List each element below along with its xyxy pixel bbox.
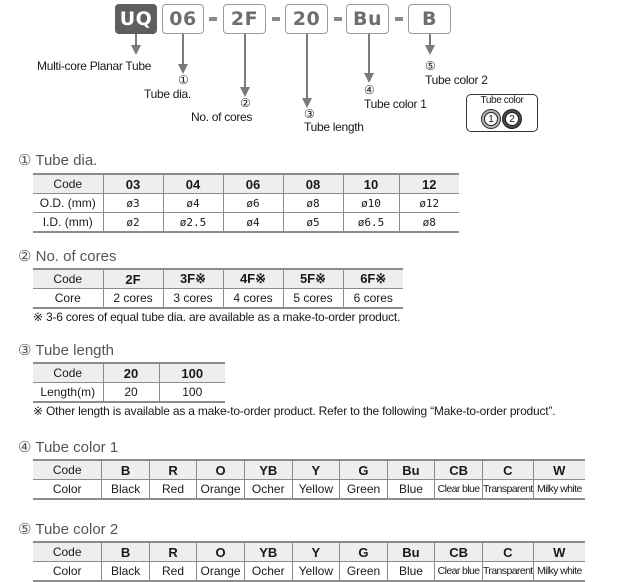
label-tube-color2: Tube color 2 [425,73,488,87]
table-cell: ø3 [103,194,163,213]
table-cell: Ocher [244,480,292,500]
label-number: ③ [304,107,315,121]
header-cell: G [340,460,388,480]
no-cores-table [33,268,403,309]
table-header-row [33,174,459,194]
dash-separator [395,17,403,21]
label-series: Multi-core Planar Tube [37,59,152,73]
header-cell: C [483,460,534,480]
dash-separator [334,17,342,21]
table-cell: 6 cores [343,289,403,309]
label-number: ④ [364,83,375,97]
header-cell: W [533,542,585,562]
code-box-cores: 2F [223,4,266,34]
tube-length-table [33,362,225,403]
label-number: ② [240,96,251,110]
section-title-tube-color1: ④ Tube color 1 [18,439,119,456]
tube-ring-1-icon [481,109,501,129]
header-cell: 2F [103,269,163,289]
header-cell: 08 [283,174,343,194]
arrow-line [368,34,370,77]
tube-ring-2-icon [502,109,522,129]
section-title-no-cores: ② No. of cores [18,248,117,265]
row-label: Color [33,562,102,582]
label-number: ⑤ [425,59,436,73]
table-cell: 2 cores [103,289,163,309]
table-cell: 100 [159,383,225,403]
header-cell: 4F※ [223,269,283,289]
table-cell: 20 [103,383,159,403]
table-cell: Green [340,562,388,582]
header-cell: O [197,542,245,562]
table-row [33,562,585,582]
ring-2-label: 2 [505,112,519,126]
label-tube-dia: Tube dia. [144,87,191,101]
dash-separator [209,17,217,21]
header-cell: O [197,460,245,480]
header-cell: Bu [387,542,434,562]
table-header-row [33,542,585,562]
table-cell: 4 cores [223,289,283,309]
header-cell: Code [33,542,102,562]
note-tube-length: ※ Other length is available as a make-to-order product. Refer to the following “Make-to-order product”. [33,404,556,418]
section-title-tube-color2: ⑤ Tube color 2 [18,521,119,538]
table-cell: ø10 [343,194,399,213]
section-title-tube-dia: ① Tube dia. [18,152,98,169]
header-cell: Code [33,269,103,289]
table-row [33,213,459,233]
table-row [33,289,403,309]
table-cell: ø2 [103,213,163,233]
table-cell: ø8 [283,194,343,213]
header-cell: Code [33,174,103,194]
section-title-tube-length: ③ Tube length [18,342,115,359]
header-cell: 6F※ [343,269,403,289]
row-label: Length(m) [33,383,103,403]
code-box-color1: Bu [346,4,389,34]
label-number: ① [178,73,189,87]
arrow-down-icon [425,45,435,55]
table-cell: ø5 [283,213,343,233]
table-cell: ø2.5 [163,213,223,233]
table-cell: Blue [387,480,434,500]
note-no-cores: ※ 3-6 cores of equal tube dia. are available as a make-to-order product. [33,310,401,324]
table-cell: Orange [197,480,245,500]
legend-title: Tube color [480,95,524,106]
header-cell: 3F※ [163,269,223,289]
tube-color1-table [33,459,585,500]
table-row [33,383,225,403]
tube-color-legend [466,94,538,132]
header-cell: 04 [163,174,223,194]
label-tube-color1: Tube color 1 [364,97,427,111]
dash-separator [272,17,280,21]
header-cell: B [102,542,150,562]
table-cell: Black [102,562,150,582]
table-cell: Milky white [533,480,585,500]
table-cell: ø8 [399,213,459,233]
header-cell: CB [435,460,483,480]
table-cell: Red [149,480,196,500]
header-cell: C [483,542,534,562]
header-cell: Code [33,363,103,383]
table-cell: ø6.5 [343,213,399,233]
table-cell: Clear blue [435,480,483,500]
header-cell: W [533,460,585,480]
header-cell: B [102,460,150,480]
table-cell: Ocher [244,562,292,582]
table-cell: 5 cores [283,289,343,309]
header-cell: 06 [223,174,283,194]
row-label: Color [33,480,102,500]
ring-1-label: 1 [484,112,498,126]
code-box-length: 20 [285,4,328,34]
table-cell: Milky white [533,562,585,582]
tube-color2-table [33,541,585,582]
header-cell: R [149,460,196,480]
label-no-cores: No. of cores [191,110,253,124]
header-cell: 03 [103,174,163,194]
table-cell: Red [149,562,196,582]
row-label: Core [33,289,103,309]
header-cell: R [149,542,196,562]
header-cell: Y [292,460,340,480]
table-cell: Clear blue [435,562,483,582]
code-box-series: UQ [115,4,157,34]
header-cell: Bu [387,460,434,480]
row-label: I.D. (mm) [33,213,103,233]
header-cell: 100 [159,363,225,383]
arrow-down-icon [131,45,141,55]
table-cell: Blue [387,562,434,582]
table-header-row [33,269,403,289]
header-cell: YB [244,542,292,562]
code-box-color2: B [408,4,451,34]
label-tube-length: Tube length [304,120,364,134]
table-cell: ø12 [399,194,459,213]
header-cell: Y [292,542,340,562]
arrow-line [306,34,308,102]
table-cell: Transparent [483,480,534,500]
header-cell: YB [244,460,292,480]
header-cell: 5F※ [283,269,343,289]
table-cell: Black [102,480,150,500]
table-cell: ø4 [163,194,223,213]
arrow-line [244,34,246,91]
table-cell: ø4 [223,213,283,233]
table-cell: 3 cores [163,289,223,309]
header-cell: 20 [103,363,159,383]
header-cell: 10 [343,174,399,194]
header-cell: Code [33,460,102,480]
header-cell: CB [435,542,483,562]
table-header-row [33,460,585,480]
row-label: O.D. (mm) [33,194,103,213]
table-cell: Transparent [483,562,534,582]
table-row [33,194,459,213]
arrow-down-icon [364,73,374,83]
table-cell: Green [340,480,388,500]
arrow-line [182,34,184,68]
header-cell: 12 [399,174,459,194]
tube-dia-table [33,173,459,233]
code-box-tube-dia: 06 [162,4,204,34]
header-cell: G [340,542,388,562]
table-cell: Yellow [292,562,340,582]
table-cell: ø6 [223,194,283,213]
table-cell: Yellow [292,480,340,500]
table-row [33,480,585,500]
table-header-row [33,363,225,383]
table-cell: Orange [197,562,245,582]
